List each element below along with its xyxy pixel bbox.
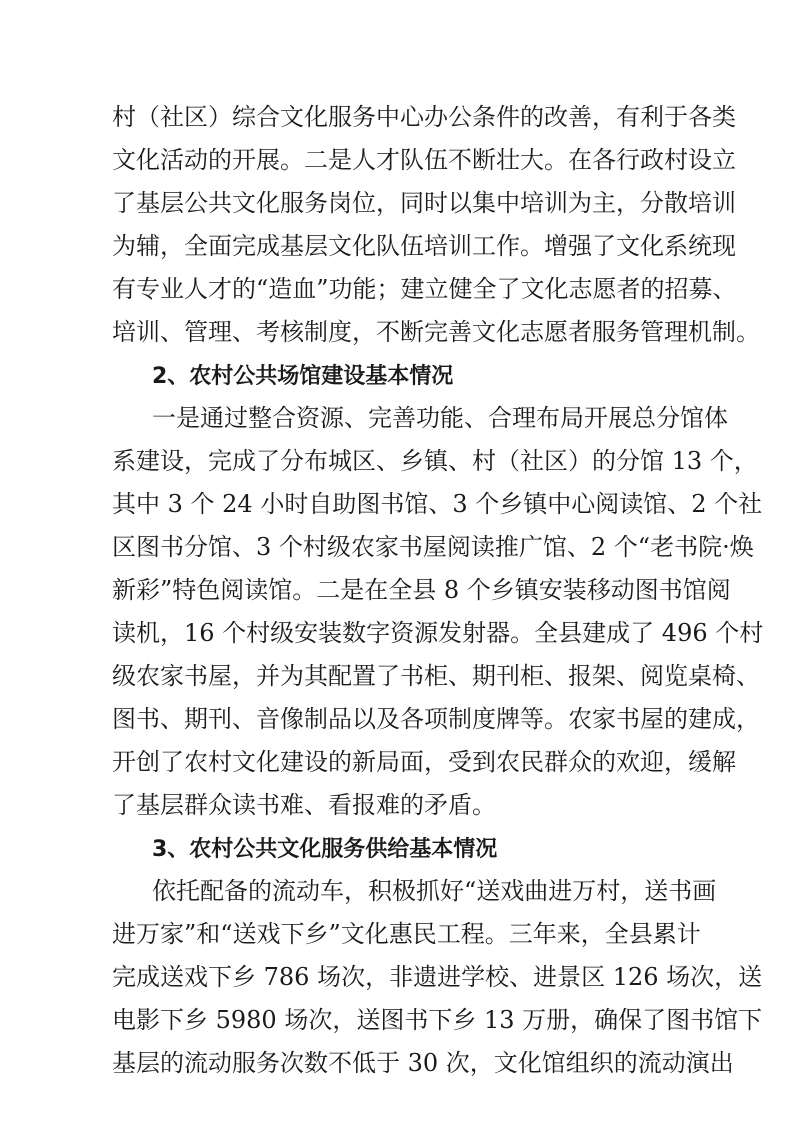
text-line bbox=[112, 397, 728, 440]
line-text: 了基层公共文化服务岗位，同时以集中培训为主，分散培训 bbox=[112, 189, 736, 217]
text-line bbox=[112, 96, 736, 139]
text-line bbox=[112, 741, 736, 784]
text-line bbox=[112, 268, 737, 311]
text-line bbox=[112, 870, 717, 913]
line-text: 一是通过整合资源、完善功能、合理布局开展总分馆体 bbox=[152, 404, 728, 432]
line-text: 完成送戏下乡 786 场次，非遗进学校、进景区 126 场次，送 bbox=[112, 963, 763, 991]
text-line bbox=[112, 655, 760, 698]
text-line bbox=[112, 999, 763, 1042]
text-line bbox=[112, 440, 758, 483]
section-heading bbox=[112, 827, 684, 870]
line-text: 系建设，完成了分布城区、乡镇、村（社区）的分馆 13 个， bbox=[112, 447, 758, 475]
line-text: 其中 3 个 24 小时自助图书馆、3 个乡镇中心阅读馆、2 个社 bbox=[112, 490, 763, 518]
line-text: 读机，16 个村级安装数字资源发射器。全县建成了 496 个村 bbox=[112, 619, 764, 647]
text-line bbox=[112, 569, 731, 612]
line-text: 基层的流动服务次数不低于 30 次，文化馆组织的流动演出 bbox=[112, 1049, 734, 1077]
line-text: 为辅，全面完成基层文化队伍培训工作。增强了文化系统现 bbox=[112, 232, 736, 260]
line-text: 区图书分馆、3 个村级农家书屋阅读推广馆、2 个“老书院·焕 bbox=[112, 533, 754, 561]
line-text: 村（社区）综合文化服务中心办公条件的改善，有利于各类 bbox=[112, 103, 736, 131]
text-line bbox=[112, 698, 760, 741]
document-body bbox=[112, 96, 764, 1085]
line-text: 开创了农村文化建设的新局面，受到农民群众的欢迎，缓解 bbox=[112, 748, 736, 776]
text-line bbox=[112, 913, 701, 956]
text-line bbox=[112, 612, 764, 655]
text-line bbox=[112, 311, 760, 354]
line-text: 了基层群众读书难、看报难的矛盾。 bbox=[112, 791, 496, 819]
text-line bbox=[112, 956, 763, 999]
line-text: 新彩”特色阅读馆。二是在全县 8 个乡镇安装移动图书馆阅 bbox=[112, 576, 731, 604]
text-line bbox=[112, 182, 736, 225]
line-text: 有专业人才的“造血”功能；建立健全了文化志愿者的招募、 bbox=[112, 275, 737, 303]
line-text: 级农家书屋，并为其配置了书柜、期刊柜、报架、阅览桌椅、 bbox=[112, 662, 760, 690]
text-line bbox=[112, 784, 684, 827]
section-heading bbox=[112, 354, 684, 397]
text-line bbox=[112, 483, 763, 526]
text-line bbox=[112, 1042, 734, 1085]
line-text: 进万家”和“送戏下乡”文化惠民工程。三年来，全县累计 bbox=[112, 920, 701, 948]
line-text: 培训、管理、考核制度，不断完善文化志愿者服务管理机制。 bbox=[112, 318, 760, 346]
line-text: 依托配备的流动车，积极抓好“送戏曲进万村，送书画 bbox=[152, 877, 717, 905]
text-line bbox=[112, 139, 736, 182]
section-heading-text: 3、农村公共文化服务供给基本情况 bbox=[152, 837, 498, 862]
line-text: 电影下乡 5980 场次，送图书下乡 13 万册，确保了图书馆下 bbox=[112, 1006, 763, 1034]
section-heading-text: 2、农村公共场馆建设基本情况 bbox=[152, 364, 454, 389]
text-line bbox=[112, 526, 754, 569]
line-text: 文化活动的开展。二是人才队伍不断壮大。在各行政村设立 bbox=[112, 146, 736, 174]
line-text: 图书、期刊、音像制品以及各项制度牌等。农家书屋的建成， bbox=[112, 705, 760, 733]
text-line bbox=[112, 225, 736, 268]
